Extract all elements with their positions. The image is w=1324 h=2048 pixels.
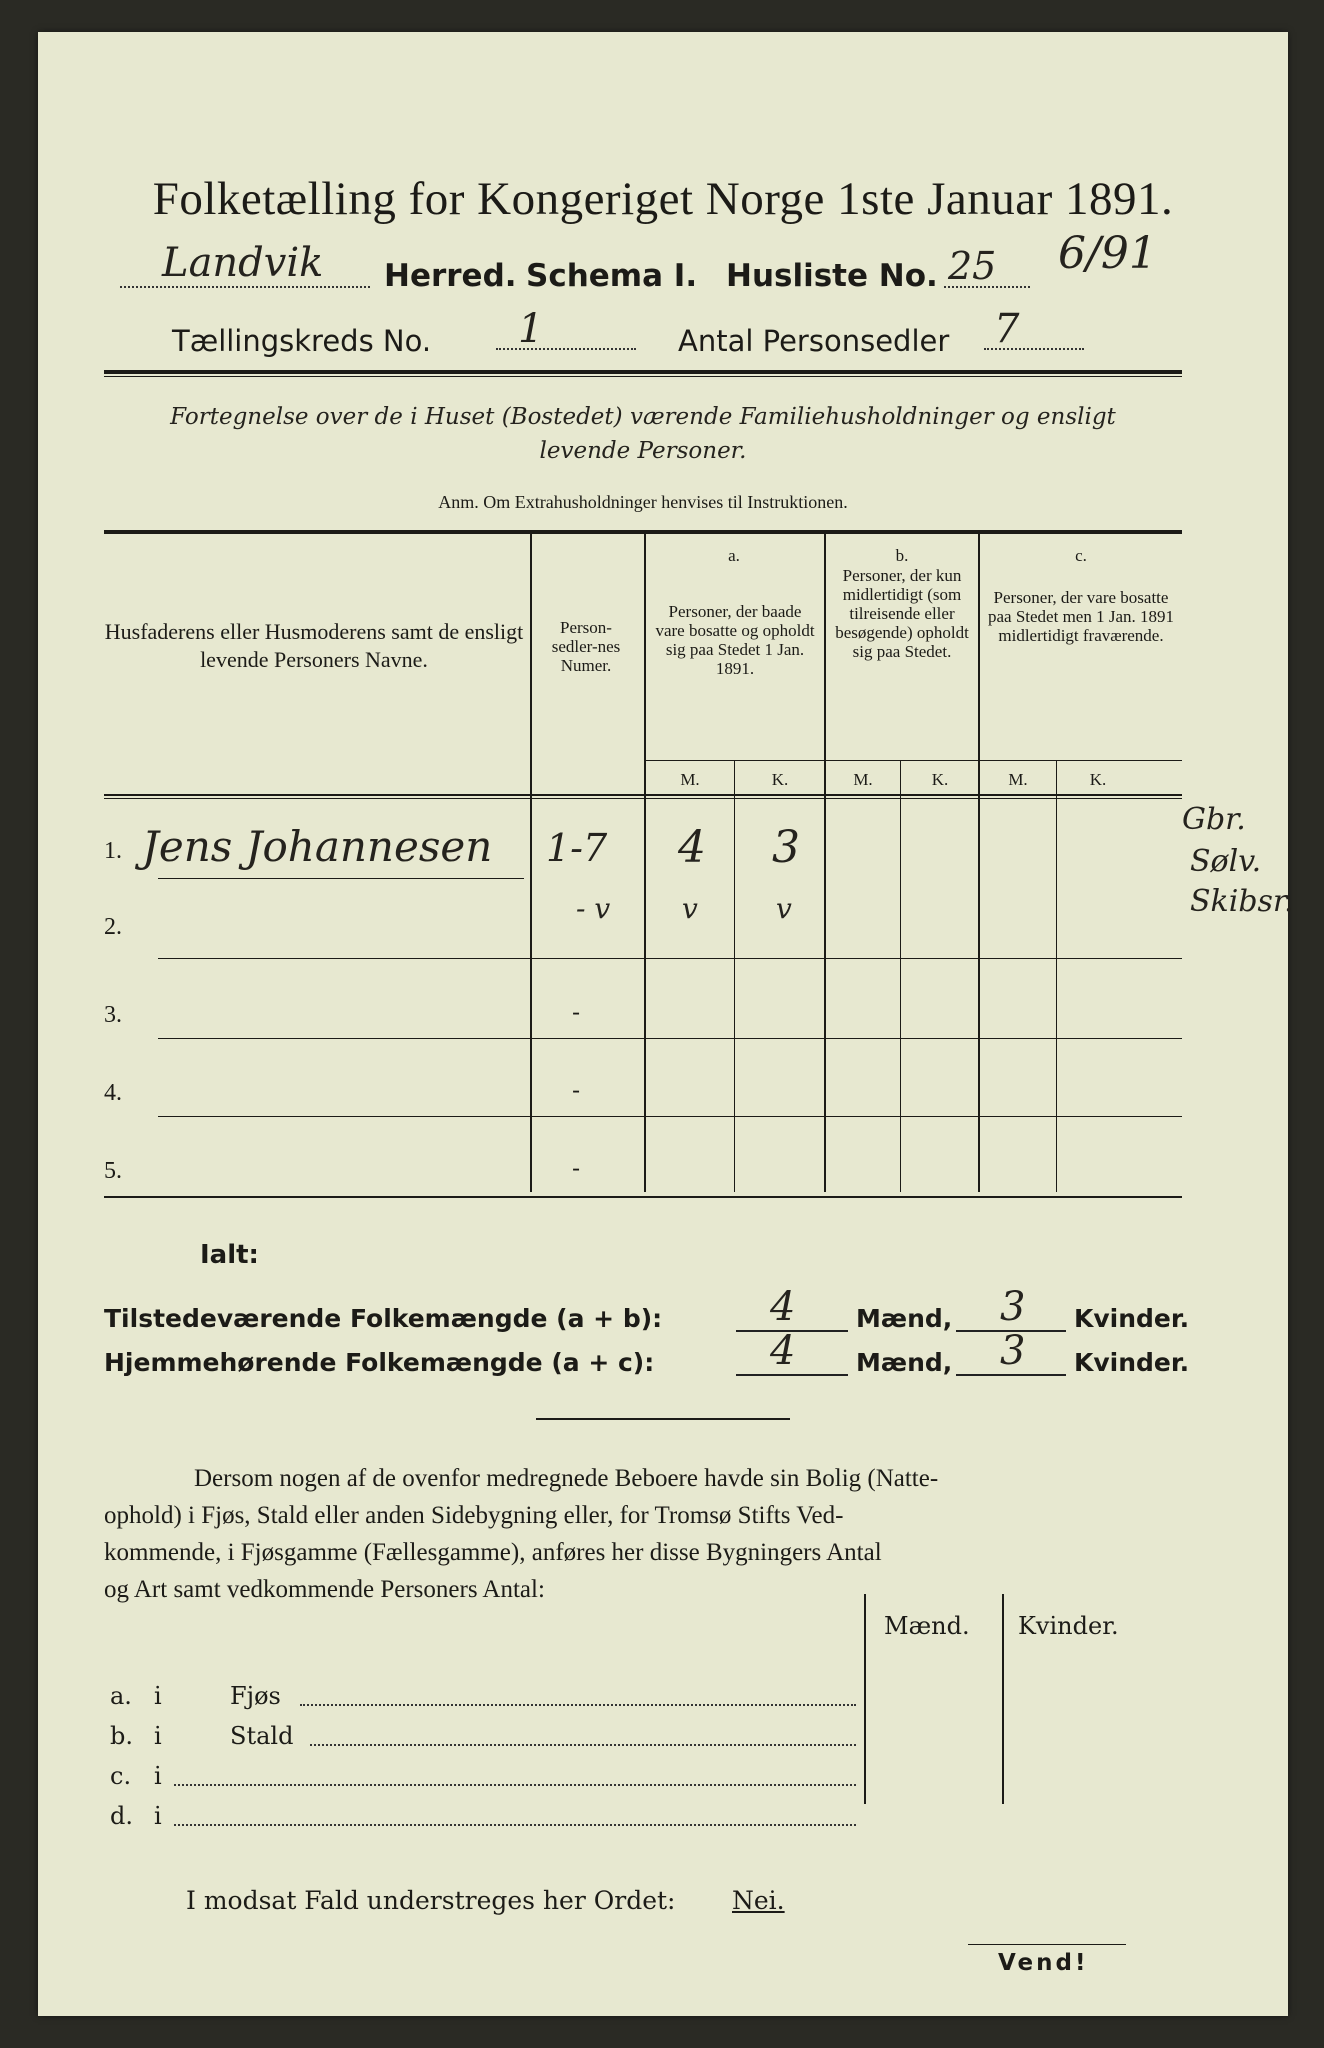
paragraph-line-3: kommende, i Fjøsgamme (Fællesgamme), anføres her disse Bygningers Antal xyxy=(104,1539,882,1566)
anm-note: Anm. Om Extrahusholdninger henvises til Instruktionen. xyxy=(438,492,848,512)
side-note-3: Skibsr. xyxy=(1190,884,1294,919)
building-letter: b. xyxy=(110,1722,133,1750)
herred-field xyxy=(120,240,370,294)
tilstede-m-value: 4 xyxy=(770,1284,796,1330)
vend-text: Vend! xyxy=(998,1950,1089,1976)
side-note-1: Gbr. xyxy=(1182,802,1246,837)
col-c-m-label: M. xyxy=(1008,770,1028,789)
col-b-k-label: K. xyxy=(931,770,949,789)
census-form xyxy=(38,32,1294,2016)
tilstede-k-field xyxy=(956,1284,1066,1332)
col-numer-header: Person-sedler-nes Numer. xyxy=(551,618,621,675)
row-numer: - xyxy=(572,1154,581,1182)
building-letter: d. xyxy=(110,1802,133,1830)
row-numer: 1-7 xyxy=(546,826,608,870)
col-c-letter: c. xyxy=(1075,546,1087,565)
col-b-letter: b. xyxy=(895,546,909,565)
tilstede-k-value: 3 xyxy=(1000,1284,1026,1330)
building-i: i xyxy=(154,1722,162,1750)
row-numer: - v xyxy=(576,892,611,925)
form-title: Folketælling for Kongeriget Norge 1ste Januar 1891. xyxy=(152,173,1174,225)
kreds-field xyxy=(496,306,636,356)
modsat-text: I modsat Fald understreges her Ordet: xyxy=(186,1886,676,1915)
row-numer: - xyxy=(572,1076,581,1104)
building-name: Fjøs xyxy=(230,1682,281,1710)
col-a-letter: a. xyxy=(728,546,740,565)
tilstede-kvinder: Kvinder. xyxy=(1074,1304,1190,1333)
buildings-maend-header: Mænd. xyxy=(884,1612,970,1640)
husliste-label: Husliste No. xyxy=(726,258,938,294)
building-name: Stald xyxy=(230,1722,294,1750)
herred-label: Herred. xyxy=(384,258,517,294)
paragraph-line-2: ophold) i Fjøs, Stald eller anden Sidebygning eller, for Tromsø Stifts Ved- xyxy=(104,1502,844,1529)
row-name: Jens Johannesen xyxy=(142,822,493,871)
schema-label: Schema I. xyxy=(526,258,698,294)
paragraph-line-1: Dersom nogen af de ovenfor medregnede Beboere havde sin Bolig (Natte- xyxy=(194,1465,939,1492)
hjemme-k-field xyxy=(956,1328,1066,1376)
header-rule-thin xyxy=(104,376,1182,377)
tilstede-label: Tilstedeværende Folkemængde (a + b): xyxy=(104,1304,663,1333)
col-b-header: Personer, der kun midlertidigt (som tilreisende eller besøgende) opholdt sig paa Stedet. xyxy=(835,566,969,661)
row-a-k: 3 xyxy=(772,822,800,873)
col-a-k-label: K. xyxy=(771,770,789,789)
building-i: i xyxy=(154,1802,162,1830)
paragraph-line-4: og Art samt vedkommende Personers Antal: xyxy=(104,1576,545,1603)
tilstede-maend: Mænd, xyxy=(856,1304,953,1333)
short-divider xyxy=(536,1418,790,1420)
husliste-value: 25 xyxy=(948,244,997,288)
kreds-value: 1 xyxy=(518,306,544,352)
row-number: 1. xyxy=(104,838,122,864)
sidebygning-paragraph xyxy=(104,1460,1182,1608)
building-i: i xyxy=(154,1762,162,1790)
row-a-m: 4 xyxy=(678,822,706,873)
row-number: 4. xyxy=(104,1080,122,1106)
building-i: i xyxy=(154,1682,162,1710)
col-a-m-label: M. xyxy=(680,770,700,789)
row-a-m: v xyxy=(682,892,698,925)
ialt-label: Ialt: xyxy=(200,1240,259,1270)
personsedler-value: 7 xyxy=(994,306,1020,352)
row-number: 3. xyxy=(104,1002,122,1028)
herred-value: Landvik xyxy=(162,240,324,286)
header-rule xyxy=(104,370,1182,374)
hjemme-m-field xyxy=(736,1328,848,1376)
building-letter: a. xyxy=(110,1682,132,1710)
hjemme-m-value: 4 xyxy=(770,1328,796,1374)
hjemme-maend: Mænd, xyxy=(856,1348,953,1377)
vend-rule xyxy=(968,1944,1126,1945)
husliste-field xyxy=(944,244,1030,294)
hjemme-kvinder: Kvinder. xyxy=(1074,1348,1190,1377)
personsedler-label: Antal Personsedler xyxy=(678,324,950,358)
col-a-header: Personer, der baade vare bosatte og opholdt sig paa Stedet 1 Jan. 1891. xyxy=(655,602,815,678)
row-a-k: v xyxy=(776,892,792,925)
row-number: 2. xyxy=(104,914,122,940)
intro-line-2: levende Personer. xyxy=(539,438,747,464)
col-b-m-label: M. xyxy=(853,770,873,789)
col-names-header: Husfaderens eller Husmoderens samt de ensligt levende Personers Navne. xyxy=(104,619,524,672)
intro-line-1: Fortegnelse over de i Huset (Bostedet) værende Familiehusholdninger og ensligt xyxy=(170,404,1116,430)
hjemme-label: Hjemmehørende Folkemængde (a + c): xyxy=(104,1348,655,1377)
col-c-k-label: K. xyxy=(1089,770,1107,789)
tilstede-m-field xyxy=(736,1284,848,1332)
col-c-header: Personer, der vare bosatte paa Stedet men 1 Jan. 1891 midlertidigt fraværende. xyxy=(987,588,1174,645)
kreds-label: Tællingskreds No. xyxy=(172,324,432,358)
nei-word: Nei. xyxy=(732,1886,785,1915)
personsedler-field xyxy=(984,306,1084,356)
margin-note: 6/91 xyxy=(1058,228,1157,279)
building-letter: c. xyxy=(110,1762,132,1790)
row-number: 5. xyxy=(104,1158,122,1184)
hjemme-k-value: 3 xyxy=(1000,1328,1026,1374)
row-numer: - xyxy=(572,998,581,1026)
buildings-kvinder-header: Kvinder. xyxy=(1018,1612,1119,1640)
side-note-2: Sølv. xyxy=(1190,844,1262,879)
